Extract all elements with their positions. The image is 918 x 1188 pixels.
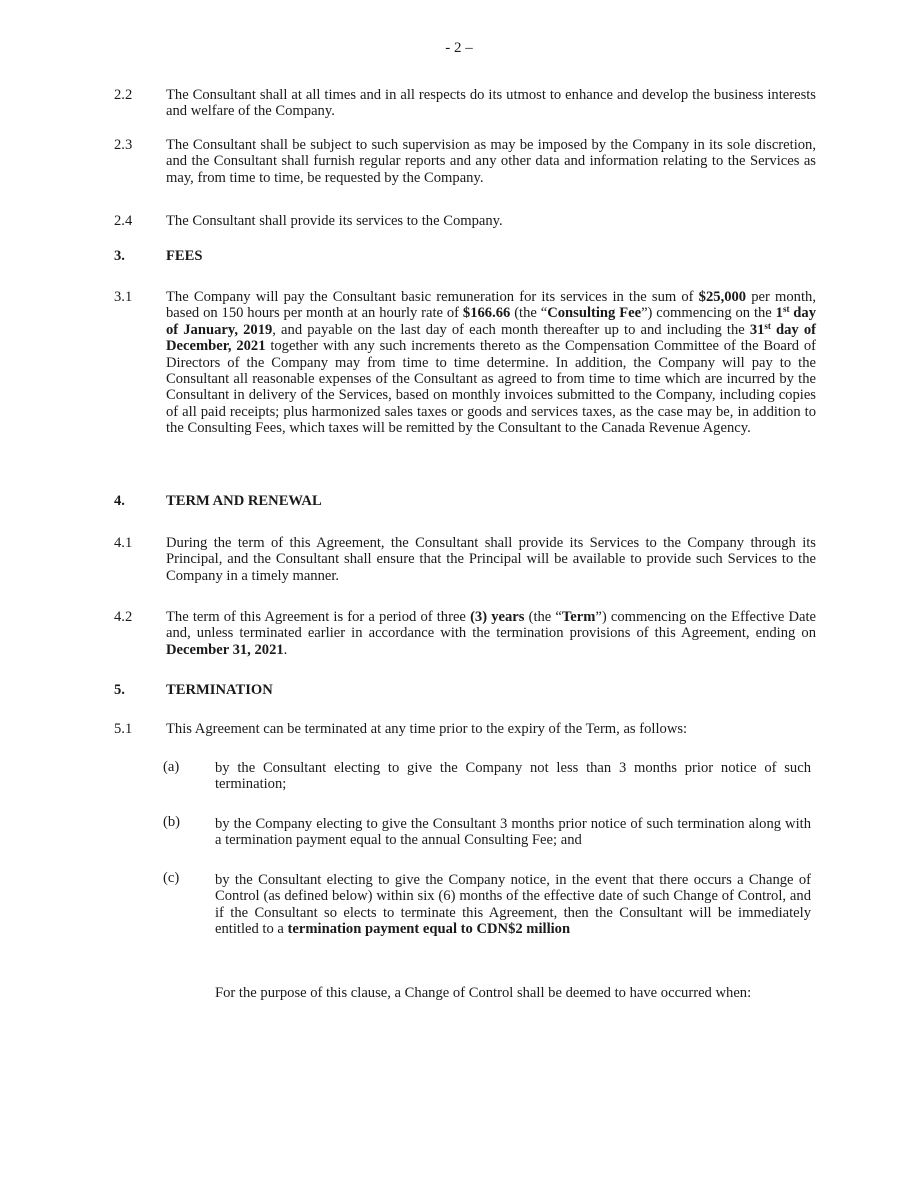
page-number: - 2 –: [445, 40, 473, 56]
clause-number: 2.3: [114, 137, 133, 153]
clause-5-1-text: This Agreement can be terminated at any time prior to the expiry of the Term, as follows:: [166, 721, 688, 737]
clause-number: 4.1: [114, 535, 133, 551]
section-heading-term: TERM AND RENEWAL: [166, 493, 322, 509]
change-of-control-note: For the purpose of this clause, a Change of Control shall be deemed to have occurred when:: [215, 985, 752, 1001]
subclause-label: (b): [163, 814, 181, 830]
clause-4-1-text: During the term of this Agreement, the Consultant shall provide its Services to the Company through its Principal, and the Consultant shall ensure that the Principal will be available to provide such Services to the Company in a timely manner.: [166, 535, 816, 584]
section-number: 4.: [114, 493, 125, 509]
clause-number: 4.2: [114, 609, 133, 625]
clause-2-4-text: The Consultant shall provide its services to the Company.: [166, 213, 503, 229]
clause-2-3-text: The Consultant shall be subject to such supervision as may be imposed by the Company in its sole discretion, and the Consultant shall furnish regular reports and any other data and information relating to the Services as may, from time to time, be requested by the Company.: [166, 137, 816, 186]
clause-number: 3.1: [114, 289, 133, 305]
subclause-label: (a): [163, 759, 180, 775]
clause-4-2-text: The term of this Agreement is for a period of three (3) years (the “Term”) commencing on the Effective Date and, unless terminated earlier in accordance with the termination provisions of this Agreement, ending on December 31, 2021.: [166, 609, 817, 658]
clause-number: 2.2: [114, 87, 133, 103]
subclause-b-text: by the Company electing to give the Consultant 3 months prior notice of such termination along with a termination payment equal to the annual Consulting Fee; and: [215, 816, 811, 849]
section-heading-fees: FEES: [166, 248, 203, 264]
clause-number: 2.4: [114, 213, 133, 229]
clause-3-1-text: The Company will pay the Consultant basic remuneration for its services in the sum of $25,000 per month, based on 150 hours per month at an hourly rate of $166.66 (the “Consulting Fee”) commencing on the 1st day of January, 2019, and payable on the last day of each month thereafter up to and including the 31st day of December, 2021 together with any such increments thereto as the Compensation Committee of the Board of Directors of the Company may from time to time determine. In addition, the Company will pay to the Consultant all reasonable expenses of the Consultant as agreed to from time to time which are incurred by the Consultant in delivery of the Services, based on monthly invoices submitted to the Company, including copies of all paid receipts; plus harmonized sales taxes or goods and services taxes, as the case may be, in addition to the Consulting Fees, which taxes will be remitted by the Consultant to the Canada Revenue Agency.: [166, 289, 817, 437]
section-number: 3.: [114, 248, 125, 264]
section-number: 5.: [114, 682, 125, 698]
subclause-c-text: by the Consultant electing to give the Company notice, in the event that there occurs a Change of Control (as defined below) within six (6) months of the effective date of such Change of Control, and if the Consultant so elects to terminate this Agreement, then the Consultant will be immediately entitled to a termination payment equal to CDN$2 million: [215, 872, 811, 938]
clause-number: 5.1: [114, 721, 133, 737]
section-heading-termination: TERMINATION: [166, 682, 273, 698]
clause-2-2-text: The Consultant shall at all times and in all respects do its utmost to enhance and develop the business interests and welfare of the Company.: [166, 87, 816, 120]
subclause-a-text: by the Consultant electing to give the Company not less than 3 months prior notice of such termination;: [215, 760, 811, 793]
subclause-label: (c): [163, 870, 180, 886]
